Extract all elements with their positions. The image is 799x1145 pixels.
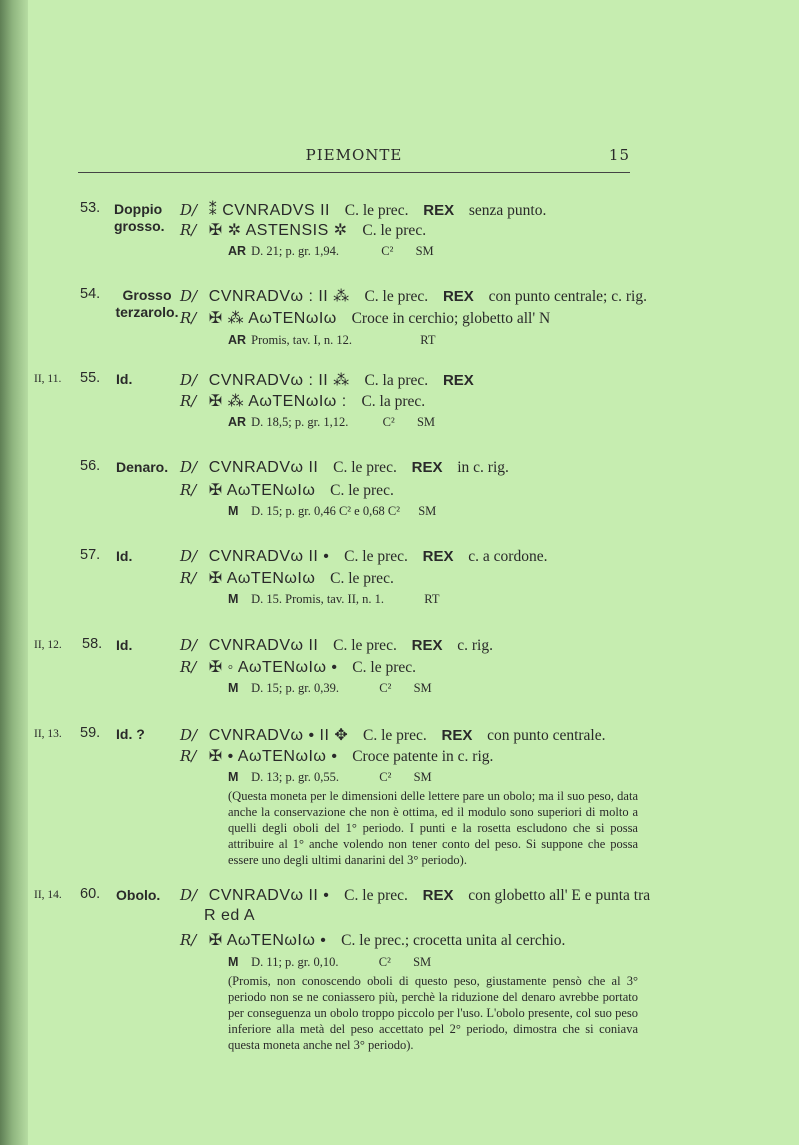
coin-metadata bbox=[228, 333, 436, 348]
obverse-description: C. le prec. bbox=[333, 459, 397, 476]
obverse-legend: CVNRADVω II bbox=[208, 459, 319, 476]
obverse-mark: D/ bbox=[180, 886, 198, 904]
reverse-line bbox=[180, 568, 394, 588]
obverse-continuation-text: R ed A bbox=[204, 907, 256, 924]
obverse-legend-rex: REX bbox=[422, 548, 454, 565]
metal-symbol: AR bbox=[228, 333, 247, 347]
plate-reference: II, 14. bbox=[34, 889, 62, 901]
coin-metadata bbox=[228, 681, 432, 696]
obverse-legend-rex: REX bbox=[422, 887, 454, 904]
denomination: Doppio grosso. bbox=[114, 201, 165, 234]
entry-number: 55. bbox=[80, 370, 101, 386]
obverse-legend: CVNRADVω II • bbox=[208, 548, 330, 565]
collection-code-2: SM bbox=[413, 770, 432, 784]
obverse-legend-rex: REX bbox=[411, 637, 443, 654]
collection-code-1: C² bbox=[382, 415, 395, 429]
entry-number: 54. bbox=[80, 286, 101, 302]
plate-reference: II, 13. bbox=[34, 728, 62, 740]
obverse-line bbox=[180, 200, 546, 220]
collection-code-2: SM bbox=[413, 955, 432, 969]
obverse-line bbox=[180, 547, 547, 566]
running-title: PIEMONTE bbox=[305, 146, 403, 164]
reverse-line bbox=[180, 480, 394, 500]
obverse-legend-rex: REX bbox=[423, 202, 455, 219]
metal-symbol: M bbox=[228, 770, 239, 784]
reverse-legend: ✠ AωTENωIω bbox=[208, 482, 316, 499]
collection-code-1: C² bbox=[379, 681, 392, 695]
reverse-legend: ✠ • AωTENωIω • bbox=[208, 748, 338, 765]
reverse-mark: R/ bbox=[180, 481, 197, 499]
reverse-description: C. le prec. bbox=[330, 570, 394, 587]
reverse-line bbox=[180, 391, 425, 411]
measurements: D. 15; p. gr. 0,39. bbox=[251, 681, 339, 695]
obverse-legend: CVNRADVω : II ⁂ bbox=[208, 372, 350, 389]
reverse-line bbox=[180, 308, 550, 328]
reverse-legend: ✠ AωTENωIω bbox=[208, 570, 316, 587]
metal-symbol: M bbox=[228, 504, 239, 518]
reverse-mark: R/ bbox=[180, 931, 197, 949]
collection-code-2: RT bbox=[424, 592, 440, 606]
coin-metadata bbox=[228, 504, 436, 519]
measurements: D. 15. Promis, tav. II, n. 1. bbox=[251, 592, 384, 606]
collection-code-1: C² bbox=[381, 244, 394, 258]
obverse-line bbox=[180, 458, 509, 477]
reverse-description: C. la prec. bbox=[361, 393, 426, 410]
measurements: D. 21; p. gr. 1,94. bbox=[251, 244, 339, 258]
entry-number: 57. bbox=[80, 547, 101, 563]
reverse-legend: ✠ ⁂ AωTENωIω bbox=[208, 310, 337, 327]
obverse-description: C. le prec. bbox=[344, 202, 409, 219]
metal-symbol: AR bbox=[228, 244, 247, 258]
obverse-description-2: c. a cordone. bbox=[468, 548, 548, 565]
entry-number: 59. bbox=[80, 725, 101, 741]
denomination: Id. bbox=[116, 637, 133, 653]
denomination: Id. ? bbox=[116, 726, 145, 742]
coin-metadata bbox=[228, 955, 431, 970]
coin-metadata bbox=[228, 770, 432, 785]
metal-symbol: M bbox=[228, 955, 239, 969]
page-number: 15 bbox=[608, 146, 630, 164]
metal-symbol: M bbox=[228, 681, 239, 695]
obverse-legend: CVNRADVω II bbox=[208, 637, 319, 654]
denomination: Id. bbox=[116, 548, 133, 564]
entry-number: 56. bbox=[80, 458, 101, 474]
obverse-description-2: con punto centrale; c. rig. bbox=[488, 288, 647, 305]
obverse-legend: ⁑ CVNRADVS II bbox=[208, 202, 330, 219]
denomination: Obolo. bbox=[116, 887, 161, 903]
reverse-description: C. le prec. bbox=[330, 482, 394, 499]
obverse-legend: CVNRADVω : II ⁂ bbox=[208, 288, 350, 305]
reverse-line bbox=[180, 220, 426, 240]
obverse-line bbox=[180, 636, 493, 655]
obverse-legend-rex: REX bbox=[411, 459, 443, 476]
metal-symbol: AR bbox=[228, 415, 247, 429]
reverse-description: Croce patente in c. rig. bbox=[352, 748, 494, 765]
obverse-mark: D/ bbox=[180, 458, 198, 476]
obverse-line bbox=[180, 886, 650, 905]
obverse-description-2: senza punto. bbox=[468, 202, 547, 219]
obverse-mark: D/ bbox=[180, 547, 198, 565]
coin-metadata bbox=[228, 244, 434, 259]
obverse-line bbox=[180, 286, 647, 306]
obverse-line bbox=[180, 370, 474, 390]
obverse-mark: D/ bbox=[180, 726, 198, 744]
obverse-legend-rex: REX bbox=[442, 288, 474, 305]
reverse-legend: ✠ ✲ ASTENSIS ✲ bbox=[208, 222, 348, 239]
obverse-mark: D/ bbox=[180, 636, 198, 654]
obverse-description-2: in c. rig. bbox=[457, 459, 509, 476]
denomination: Id. bbox=[116, 371, 133, 387]
measurements: D. 15; p. gr. 0,46 C² e 0,68 C² bbox=[251, 504, 400, 518]
obverse-description: C. le prec. bbox=[344, 548, 408, 565]
collection-code-2: SM bbox=[418, 504, 437, 518]
measurements: D. 13; p. gr. 0,55. bbox=[251, 770, 339, 784]
obverse-description: C. le prec. bbox=[344, 887, 408, 904]
reverse-line bbox=[180, 746, 493, 766]
obverse-legend: CVNRADVω • II ✥ bbox=[208, 727, 349, 744]
collection-code-2: SM bbox=[416, 415, 436, 429]
reverse-description: C. le prec. bbox=[362, 222, 427, 239]
obverse-description: C. la prec. bbox=[364, 372, 429, 389]
reverse-description: Croce in cerchio; globetto all' N bbox=[351, 310, 551, 327]
denomination: Grosso terzarolo. bbox=[115, 287, 179, 320]
reverse-legend: ✠ AωTENωIω • bbox=[208, 932, 327, 949]
metal-symbol: M bbox=[228, 592, 239, 606]
entry-number: 60. bbox=[80, 886, 101, 902]
entry-number: 58. bbox=[82, 636, 103, 652]
denomination: Denaro. bbox=[116, 459, 169, 475]
collection-code-1: C² bbox=[379, 770, 392, 784]
reverse-legend: ✠ ⁂ AωTENωIω : bbox=[208, 393, 347, 410]
header-rule bbox=[78, 172, 630, 173]
reverse-mark: R/ bbox=[180, 569, 197, 587]
obverse-legend-rex: REX bbox=[442, 372, 474, 389]
reverse-mark: R/ bbox=[180, 658, 197, 676]
plate-reference: II, 12. bbox=[34, 639, 62, 651]
measurements: D. 11; p. gr. 0,10. bbox=[251, 955, 339, 969]
running-header bbox=[78, 146, 630, 170]
obverse-description: C. le prec. bbox=[363, 727, 427, 744]
reverse-legend: ✠ ◦ AωTENωIω • bbox=[208, 659, 338, 676]
reverse-mark: R/ bbox=[180, 309, 197, 327]
entry-number: 53. bbox=[80, 200, 101, 216]
collection-code-2: RT bbox=[420, 333, 436, 347]
obverse-line bbox=[180, 725, 606, 745]
reverse-description: C. le prec. bbox=[352, 659, 416, 676]
coin-metadata bbox=[228, 592, 439, 607]
reverse-mark: R/ bbox=[180, 392, 197, 410]
measurements: Promis, tav. I, n. 12. bbox=[251, 333, 353, 347]
obverse-mark: D/ bbox=[180, 371, 198, 389]
obverse-legend: CVNRADVω II • bbox=[208, 887, 330, 904]
commentary-note: (Questa moneta per le dimensioni delle lettere pare un obolo; ma il suo peso, data anche la conservazione che non è ottima, ed il modulo sono superiori di molto a quelli degli oboli del 1° periodo. I punti e la rosetta escludono che si possa attribuire al 1° anche volendo non tener conto del peso. Si suppone che possa essere uno degli ultimi danarini del 3° periodo). bbox=[228, 789, 638, 867]
collection-code-1: C² bbox=[378, 955, 391, 969]
reverse-line bbox=[180, 657, 416, 677]
obverse-description-2: con globetto all' E e punta tra bbox=[468, 887, 651, 904]
reverse-line bbox=[180, 930, 565, 950]
obverse-description: C. le prec. bbox=[333, 637, 397, 654]
obverse-mark: D/ bbox=[180, 287, 198, 305]
measurements: D. 18,5; p. gr. 1,12. bbox=[251, 415, 349, 429]
obverse-description-2: c. rig. bbox=[457, 637, 493, 654]
reverse-mark: R/ bbox=[180, 221, 197, 239]
obverse-description: C. le prec. bbox=[364, 288, 429, 305]
plate-reference: II, 11. bbox=[34, 373, 62, 385]
coin-metadata bbox=[228, 415, 435, 430]
commentary-note: (Promis, non conoscendo oboli di questo peso, giustamente pensò che al 3° periodo non se ne coniassero più, perchè la riduzione del denaro avrebbe portato per conseguenza un obolo troppo piccolo per l'uso. L'obolo presente, col suo peso inferiore alla metà del peso accettato pel 2° periodo, dimostra che si coniava questa moneta anche nel 3° periodo). bbox=[228, 974, 638, 1052]
obverse-mark: D/ bbox=[180, 201, 198, 219]
obverse-legend-rex: REX bbox=[441, 727, 473, 744]
obverse-description-2: con punto centrale. bbox=[487, 727, 606, 744]
reverse-mark: R/ bbox=[180, 747, 197, 765]
reverse-description: C. le prec.; crocetta unita al cerchio. bbox=[341, 932, 566, 949]
obverse-continuation bbox=[204, 906, 255, 925]
collection-code-2: SM bbox=[413, 681, 432, 695]
collection-code-2: SM bbox=[415, 244, 434, 258]
